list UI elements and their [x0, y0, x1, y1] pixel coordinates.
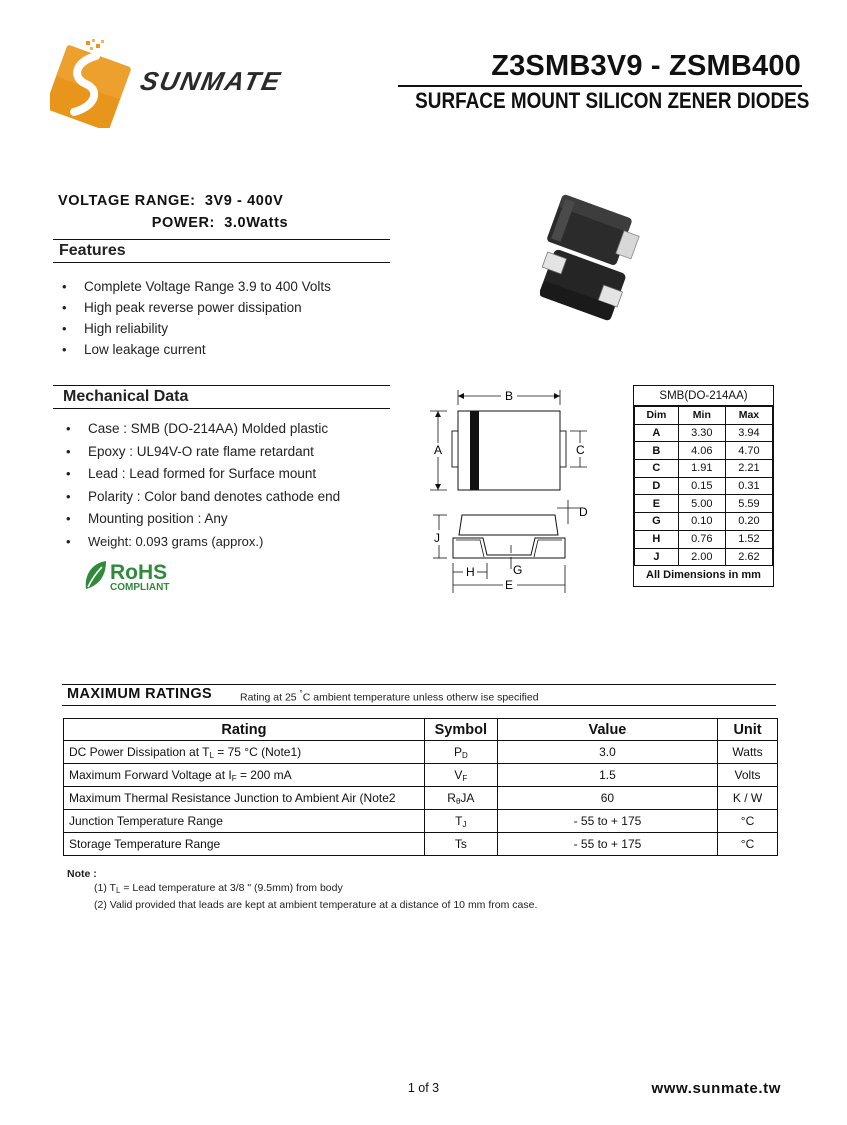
table-cell: 0.20 — [725, 513, 772, 531]
table-header: Symbol — [424, 719, 497, 741]
table-cell: 5.00 — [678, 495, 725, 513]
list-item: • Low leakage current — [54, 339, 331, 360]
table-cell: 0.15 — [678, 477, 725, 495]
value-cell: 3.0 — [497, 741, 717, 764]
symbol-text: T — [455, 813, 463, 828]
dimension-table-caption: SMB(DO-214AA) — [634, 386, 773, 406]
table-cell: E — [635, 495, 679, 513]
table-row — [64, 787, 778, 810]
table-header: Rating — [64, 719, 425, 741]
package-outline-drawing — [425, 385, 595, 595]
dim-label-j: J — [434, 531, 440, 545]
features-list — [54, 276, 331, 360]
mechanical-title: Mechanical Data — [63, 388, 189, 405]
table-cell: 1.52 — [725, 530, 772, 548]
dim-label-h: H — [466, 565, 475, 579]
table-row — [635, 424, 773, 442]
dim-label-c: C — [576, 443, 585, 457]
sunmate-logo-icon — [50, 38, 320, 128]
rating-text: = 75 °C (Note1) — [213, 744, 302, 759]
features-heading: Features — [53, 239, 390, 263]
value-cell: - 55 to + 175 — [497, 833, 717, 856]
symbol-cell — [424, 833, 497, 856]
power-line — [58, 215, 288, 231]
voltage-range-line — [58, 193, 283, 209]
rating-text: Junction Temperature Range — [69, 814, 223, 828]
table-header: Max — [725, 407, 772, 425]
rating-text: Maximum Thermal Resistance Junction to Ambient Air (Note2 — [69, 791, 396, 805]
dim-label-d: D — [579, 505, 588, 519]
title-rule — [398, 85, 802, 87]
dimension-table-grid — [634, 406, 773, 566]
list-item: • Case : SMB (DO-214AA) Molded plastic — [58, 418, 340, 441]
note-1 — [67, 881, 537, 898]
table-row — [64, 833, 778, 856]
rating-cell — [64, 810, 425, 833]
list-item: • Lead : Lead formed for Surface mount — [58, 463, 340, 486]
list-item: • Complete Voltage Range 3.9 to 400 Volts — [54, 276, 331, 297]
rating-text: Storage Temperature Range — [69, 837, 221, 851]
table-cell: J — [635, 548, 679, 566]
table-row — [635, 442, 773, 460]
list-item: • Weight: 0.093 grams (approx.) — [58, 531, 340, 554]
table-row — [635, 530, 773, 548]
part-range-title: Z3SMB3V9 - ZSMB400 — [491, 50, 801, 82]
table-cell: 1.91 — [678, 460, 725, 478]
note-text: (1) T — [94, 882, 116, 894]
table-cell: A — [635, 424, 679, 442]
table-row — [64, 741, 778, 764]
website-url[interactable]: www.sunmate.tw — [651, 1080, 781, 1097]
table-cell: H — [635, 530, 679, 548]
table-header: Dim — [635, 407, 679, 425]
rating-cell — [64, 833, 425, 856]
table-row — [635, 513, 773, 531]
degree-symbol: ° — [299, 689, 303, 698]
mechanical-heading — [53, 385, 390, 409]
package-photo — [540, 183, 650, 323]
table-row — [64, 764, 778, 787]
symbol-text: Ts — [454, 837, 467, 851]
table-cell: 3.30 — [678, 424, 725, 442]
note-2: (2) Valid provided that leads are kept at ambient temperature at a distance of 10 mm from case. — [94, 899, 538, 911]
symbol-cell — [424, 764, 497, 787]
condition-prefix: Rating at 25 — [240, 691, 300, 704]
table-cell: 2.62 — [725, 548, 772, 566]
table-cell: 0.10 — [678, 513, 725, 531]
table-cell: 3.94 — [725, 424, 772, 442]
table-cell: 5.59 — [725, 495, 772, 513]
unit-cell: °C — [718, 833, 778, 856]
dim-label-g: G — [513, 563, 523, 577]
list-item: • Polarity : Color band denotes cathode end — [58, 486, 340, 509]
rating-text: Maximum Forward Voltage at I — [69, 767, 232, 782]
table-cell: 4.06 — [678, 442, 725, 460]
symbol-text: V — [454, 767, 463, 782]
table-cell: C — [635, 460, 679, 478]
table-row — [635, 477, 773, 495]
product-subtitle: SURFACE MOUNT SILICON ZENER DIODES — [414, 88, 809, 113]
brand-wordmark: SUNMATE — [137, 66, 285, 96]
dim-label-b: B — [505, 389, 514, 403]
power-value: 3.0Watts — [224, 215, 289, 231]
table-cell: 4.70 — [725, 442, 772, 460]
mechanical-list — [58, 418, 340, 554]
rohs-main-text: RoHS — [110, 561, 168, 584]
table-cell: B — [635, 442, 679, 460]
table-cell: 2.21 — [725, 460, 772, 478]
dim-label-a: A — [434, 443, 443, 457]
table-cell: 0.31 — [725, 477, 772, 495]
voltage-value: 3V9 - 400V — [204, 193, 284, 209]
table-cell: 0.76 — [678, 530, 725, 548]
value-cell: 1.5 — [497, 764, 717, 787]
table-row — [64, 810, 778, 833]
value-cell: - 55 to + 175 — [497, 810, 717, 833]
table-row — [635, 460, 773, 478]
note-text: = Lead temperature at 3/8 " (9.5mm) from body — [120, 882, 343, 894]
table-header: Min — [678, 407, 725, 425]
rohs-leaf-icon — [82, 557, 192, 593]
dimension-diagram — [425, 385, 595, 595]
unit-cell: Volts — [718, 764, 778, 787]
symbol-cell — [424, 787, 497, 810]
max-ratings-title: MAXIMUM RATINGS — [67, 686, 213, 702]
max-ratings-condition — [240, 689, 539, 704]
symbol-subscript: F — [462, 773, 468, 783]
power-label: POWER: — [151, 215, 215, 231]
table-row — [635, 495, 773, 513]
page-number: 1 of 3 — [407, 1081, 440, 1095]
list-item: • High reliability — [54, 318, 331, 339]
symbol-subscript: D — [461, 750, 468, 760]
unit-cell: K / W — [718, 787, 778, 810]
rating-text: = 200 mA — [236, 767, 292, 782]
dimension-table-footer: All Dimensions in mm — [646, 569, 761, 582]
symbol-subscript: J — [462, 819, 467, 829]
list-item: • High peak reverse power dissipation — [54, 297, 331, 318]
symbol-cell — [424, 741, 497, 764]
symbol-text: P — [453, 744, 462, 759]
rohs-sub-text: COMPLIANT — [110, 582, 170, 593]
rating-cell — [64, 764, 425, 787]
dimension-table — [633, 385, 774, 587]
rating-subscript: F — [231, 773, 237, 783]
unit-cell: Watts — [718, 741, 778, 764]
voltage-label: VOLTAGE RANGE: — [58, 193, 196, 209]
smb-package-image — [540, 183, 650, 323]
company-logo — [50, 38, 320, 128]
max-ratings-table — [63, 718, 778, 856]
dim-label-e: E — [505, 578, 514, 592]
value-cell: 60 — [497, 787, 717, 810]
notes-block — [67, 867, 537, 912]
table-header: Value — [497, 719, 717, 741]
table-cell: D — [635, 477, 679, 495]
table-cell: 2.00 — [678, 548, 725, 566]
table-header: Unit — [718, 719, 778, 741]
rating-text: DC Power Dissipation at T — [69, 744, 210, 759]
unit-cell: °C — [718, 810, 778, 833]
table-row — [635, 548, 773, 566]
symbol-subscript: θ — [455, 796, 461, 806]
note-subscript: L — [115, 886, 121, 895]
condition-suffix: C ambient temperature unless otherw ise specified — [302, 691, 539, 704]
symbol-text: R — [447, 790, 456, 805]
rating-cell — [64, 741, 425, 764]
symbol-cell — [424, 810, 497, 833]
list-item: • Mounting position : Any — [58, 508, 340, 531]
list-item: • Epoxy : UL94V-O rate flame retardant — [58, 441, 340, 464]
symbol-text: JA — [460, 790, 475, 805]
notes-title: Note : — [67, 868, 97, 880]
rating-subscript: L — [209, 750, 214, 760]
rating-cell — [64, 787, 425, 810]
rohs-badge — [82, 557, 192, 593]
table-cell: G — [635, 513, 679, 531]
